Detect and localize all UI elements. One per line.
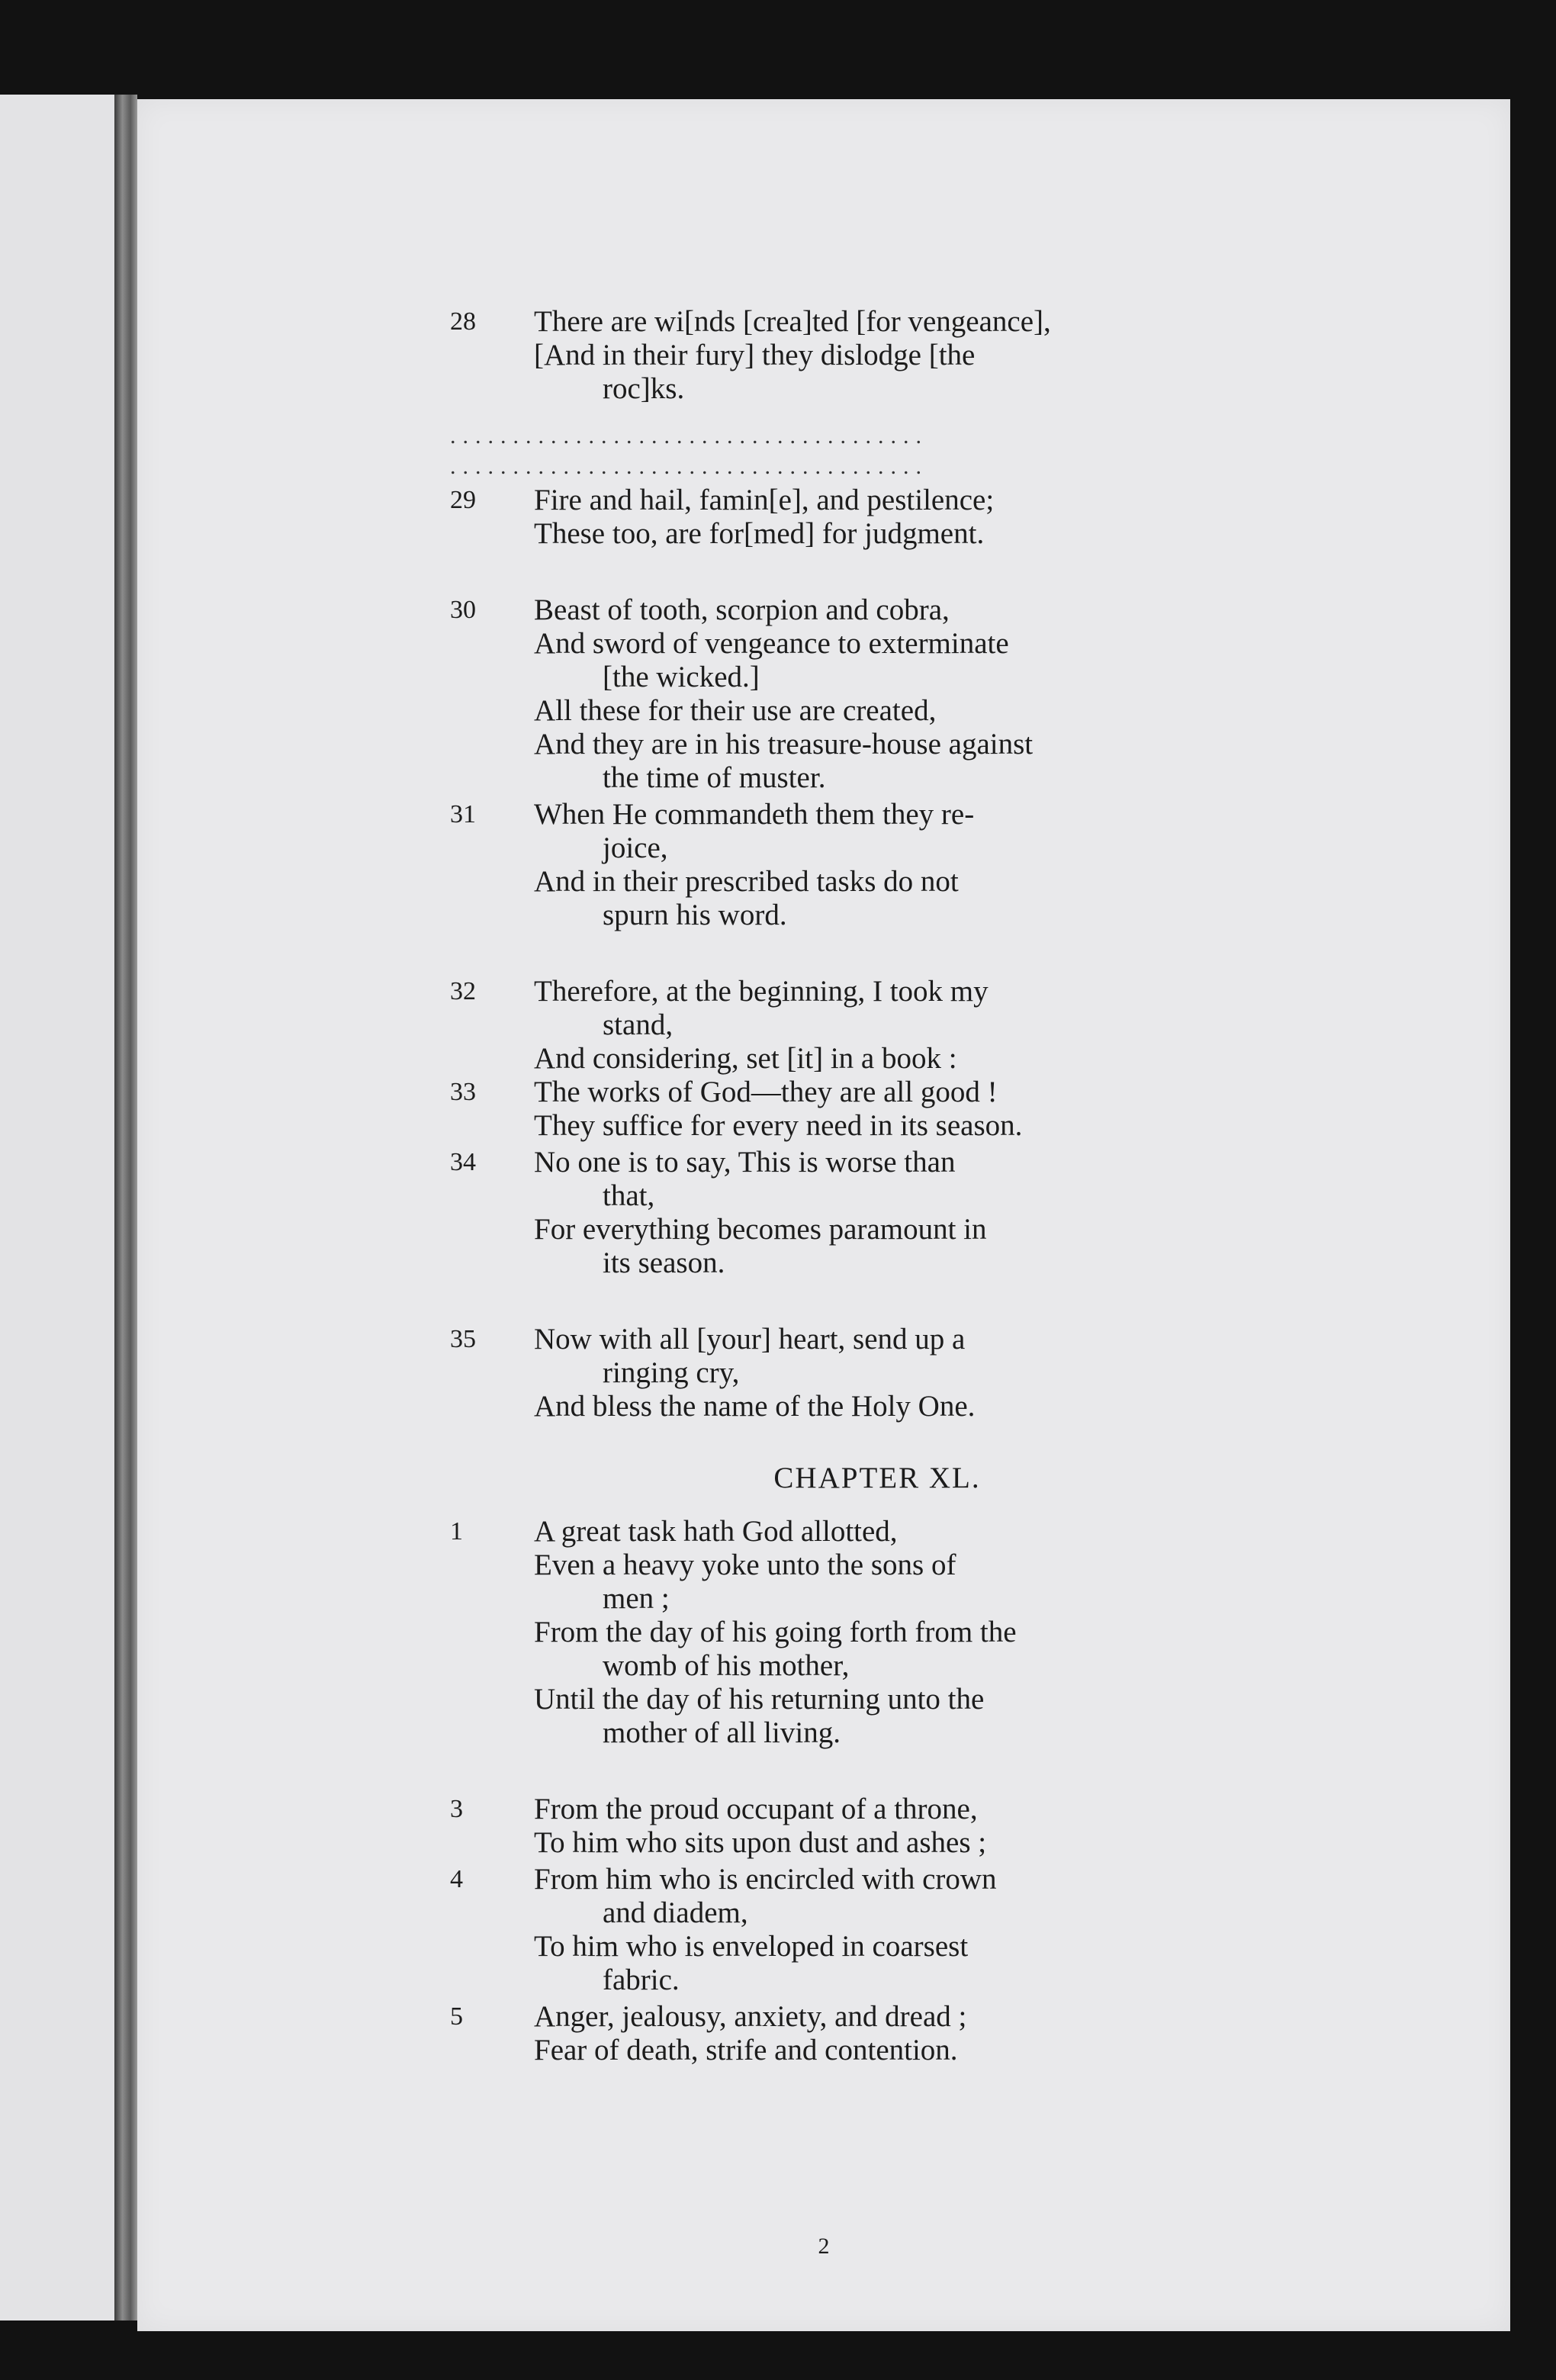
verse-line: Beast of tooth, scorpion and cobra, <box>534 593 950 626</box>
verse-35 <box>450 1323 1304 1423</box>
verse-line: Therefore, at the beginning, I took my <box>534 975 989 1008</box>
verse-line: They suffice for every need in its season. <box>534 1109 1023 1142</box>
verse-line: men ; <box>603 1582 670 1615</box>
verse-line: that, <box>603 1179 655 1212</box>
verse-line: stand, <box>603 1008 674 1041</box>
verse-1 <box>450 1515 1304 1750</box>
lacuna-dots: ...................................... <box>450 454 928 479</box>
verse-line: [the wicked.] <box>603 661 760 693</box>
verse-5 <box>450 2000 1304 2067</box>
verse-line: And they are in his treasure-house against <box>534 728 1034 761</box>
verse-31 <box>450 798 1304 932</box>
verse-4 <box>450 1863 1304 1997</box>
verse-number: 33 <box>450 1078 476 1106</box>
verse-28 <box>450 305 1304 406</box>
verse-34 <box>450 1146 1304 1280</box>
verse-number: 4 <box>450 1865 463 1893</box>
verse-line: ringing cry, <box>603 1356 740 1389</box>
verse-number: 1 <box>450 1517 463 1545</box>
verse-line: And bless the name of the Holy One. <box>534 1390 976 1423</box>
verse-line: Now with all [your] heart, send up a <box>534 1323 966 1356</box>
verse-29 <box>450 484 1304 551</box>
verse-line: To him who is enveloped in coarsest <box>534 1930 969 1963</box>
verse-line: Until the day of his returning unto the <box>534 1683 985 1716</box>
verse-line: When He commandeth them they re- <box>534 798 975 831</box>
verse-line: And in their prescribed tasks do not <box>534 865 959 898</box>
chapter-heading: CHAPTER XL. <box>773 1462 981 1494</box>
verse-number: 29 <box>450 486 476 514</box>
verse-line: And considering, set [it] in a book : <box>534 1042 957 1075</box>
verse-line: [And in their fury] they dislodge [the <box>534 339 976 371</box>
verse-number: 5 <box>450 2002 463 2031</box>
verse-number: 28 <box>450 307 476 336</box>
verse-line: joice, <box>603 831 668 864</box>
verse-3 <box>450 1793 1304 1860</box>
verse-line: spurn his word. <box>603 899 787 931</box>
verse-32 <box>450 975 1304 1076</box>
verse-line: All these for their use are created, <box>534 694 937 727</box>
verse-number: 30 <box>450 596 476 624</box>
verse-line: Fire and hail, famin[e], and pestilence; <box>534 484 995 516</box>
verse-line: To him who sits upon dust and ashes ; <box>534 1826 987 1859</box>
lacuna-dots: ...................................... <box>450 423 928 449</box>
page-number: 2 <box>818 2234 830 2259</box>
verse-line: Fear of death, strife and contention. <box>534 2034 958 2066</box>
verse-line: From the day of his going forth from the <box>534 1616 1017 1648</box>
verse-line: roc]ks. <box>603 372 685 405</box>
verse-line: A great task hath God allotted, <box>534 1515 898 1548</box>
verse-line: These too, are for[med] for judgment. <box>534 517 985 550</box>
page-text <box>450 305 1304 2067</box>
verse-30 <box>450 593 1304 795</box>
verse-line: And sword of vengeance to exterminate <box>534 627 1009 660</box>
verse-line: fabric. <box>603 1963 680 1996</box>
verse-number: 34 <box>450 1148 476 1176</box>
book-page <box>137 99 1510 2331</box>
verse-line: and diadem, <box>603 1896 748 1929</box>
verse-line: womb of his mother, <box>603 1649 850 1682</box>
verse-line: Even a heavy yoke unto the sons of <box>534 1549 956 1581</box>
verse-line: There are wi[nds [crea]ted [for vengeance], <box>534 305 1051 338</box>
verse-line: From the proud occupant of a throne, <box>534 1793 978 1825</box>
verse-line: mother of all living. <box>603 1716 841 1749</box>
book-gutter <box>114 95 137 2320</box>
verse-number: 32 <box>450 977 476 1005</box>
verse-line: its season. <box>603 1246 725 1279</box>
verse-number: 31 <box>450 800 476 828</box>
verse-number: 35 <box>450 1325 476 1353</box>
verse-number: 3 <box>450 1795 463 1823</box>
verse-line: From him who is encircled with crown <box>534 1863 997 1896</box>
verse-line: Anger, jealousy, anxiety, and dread ; <box>534 2000 967 2033</box>
verse-line: For everything becomes paramount in <box>534 1213 987 1246</box>
verse-line: The works of God—they are all good ! <box>534 1076 998 1108</box>
verse-line: No one is to say, This is worse than <box>534 1146 956 1179</box>
verse-line: the time of muster. <box>603 761 826 794</box>
verse-33 <box>450 1076 1304 1143</box>
